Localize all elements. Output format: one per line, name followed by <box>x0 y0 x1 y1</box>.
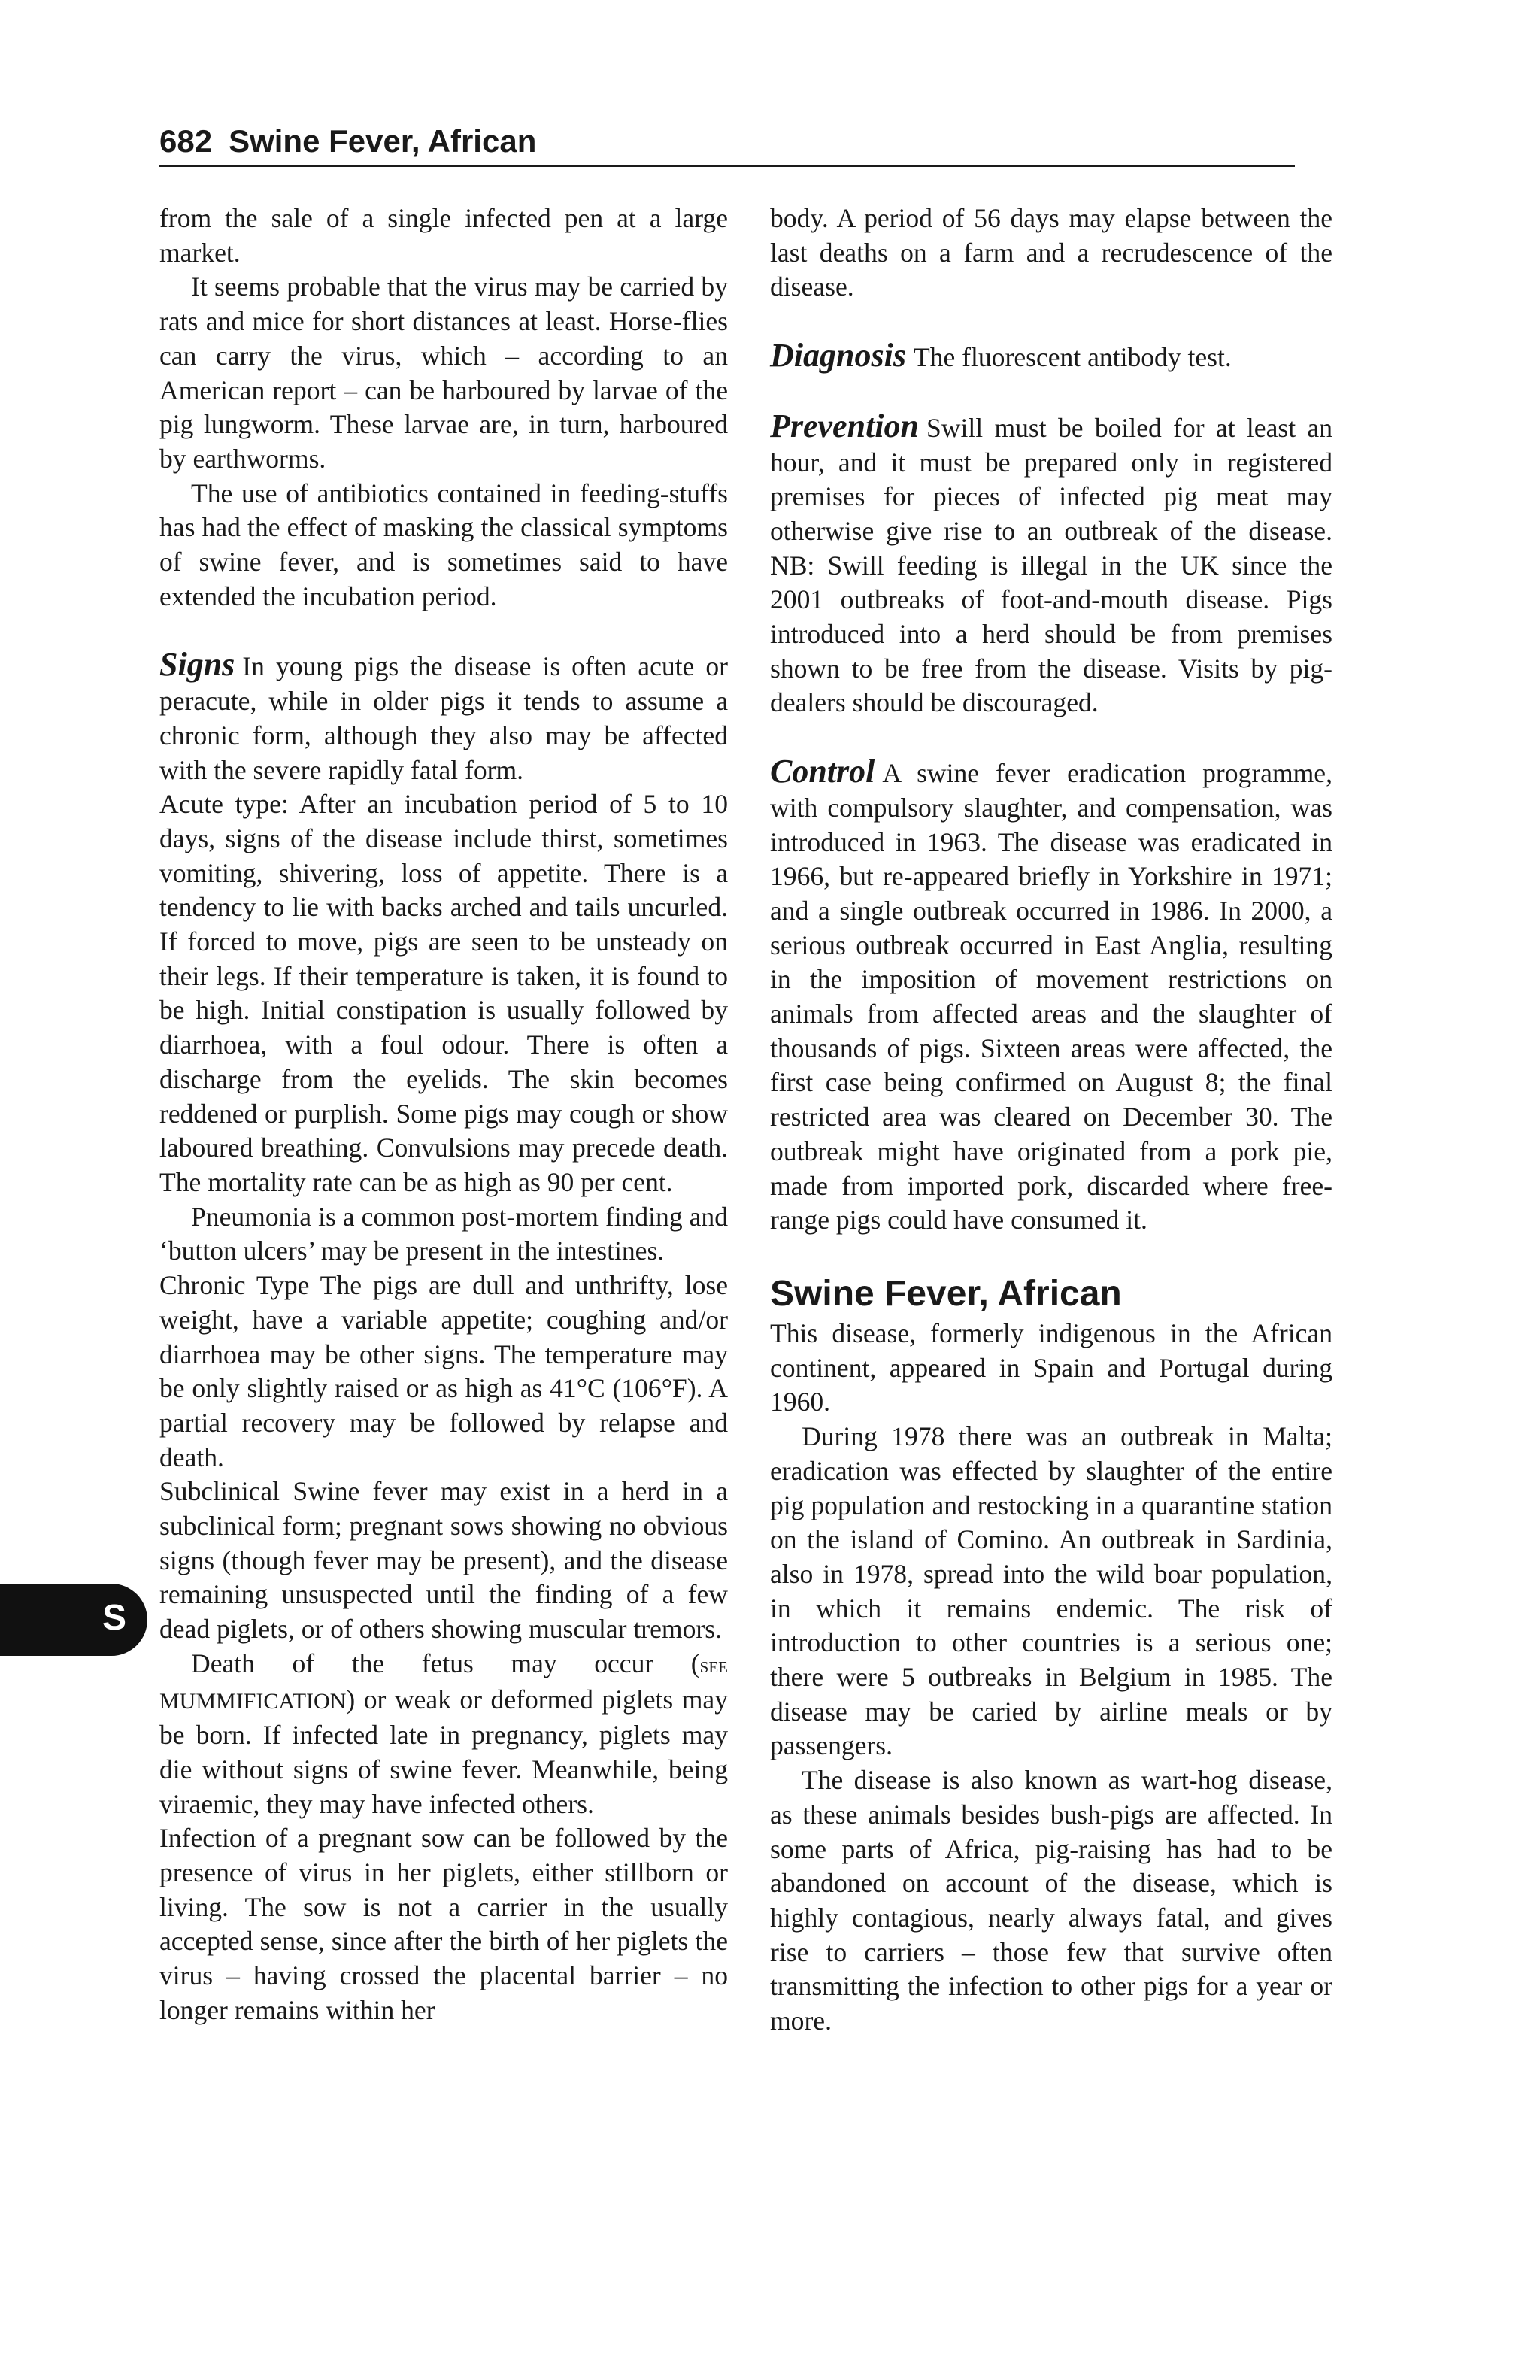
paragraph: Chronic Type The pigs are dull and unthrifty, lose weight, have a variable appetite; coughing and/or diarrhoea may be other signs. The temperature may be only slightly raised or as high as 41°C (106°F). A partial recovery may be followed by relapse and death. <box>159 1270 728 1472</box>
prevention-section <box>770 409 1332 720</box>
signs-section <box>159 647 728 787</box>
paragraph <box>159 1647 728 1822</box>
thumb-tab-letter: S <box>102 1598 126 1638</box>
prevention-text: Swill must be boiled for at least an hour, and it must be prepared only in registered premises for pieces of infected pig meat may otherwise give rise to an outbreak of the disease. NB: Swill feeding is illegal in the UK since the 2001 outbreaks of foot-and-mouth disease. Pigs introduced into a herd should be from premises shown to be free from the disease. Visits by pig-dealers should be discouraged. <box>770 412 1332 718</box>
signs-text: In young pigs the disease is often acute or peracute, while in older pigs it tends to assume a chronic form, although they also may be affected with the severe rapidly fatal form. <box>159 651 728 785</box>
running-title: Swine Fever, African <box>229 123 537 159</box>
right-column <box>770 202 1332 2039</box>
signs-heading: Signs <box>159 646 235 684</box>
running-header <box>159 122 1295 167</box>
text-run: ) or weak or deformed piglets may be born. If infected late in pregnancy, piglets may die without signs of swine fever. Meanwhile, being viraemic, they may have infected others. <box>159 1684 728 1819</box>
see-word: see <box>699 1652 728 1678</box>
text-run: Death of the fetus may occur ( <box>191 1648 700 1678</box>
diagnosis-heading: Diagnosis <box>770 337 906 374</box>
paragraph: from the sale of a single infected pen at a large market. <box>159 203 728 268</box>
prevention-heading: Prevention <box>770 407 919 444</box>
thumb-index-tab <box>0 1584 147 1656</box>
paragraph: The use of antibiotics contained in feeding-stuffs has had the effect of masking the classical symptoms of swine fever, and is sometimes said to have extended the incubation period. <box>159 478 728 611</box>
paragraph: During 1978 there was an outbreak in Malta; eradication was effected by slaughter of the entire pig population and restocking in a quarantine station on the island of Comino. An outbreak in Sardinia, also in 1978, spread into the wild boar population, in which it remains endemic. The risk of introduction to other countries is a serious one; there were 5 outbreaks in Belgium in 1985. The disease may be caried by airline meals or by passengers. <box>770 1421 1332 1761</box>
paragraph: Pneumonia is a common post-mortem finding and ‘button ulcers’ may be present in the intestines. <box>159 1201 728 1266</box>
paragraph: The disease is also known as wart-hog disease, as these animals besides bush-pigs are affected. In some parts of Africa, pig-raising has had to be abandoned on account of the disease, which is highly contagious, nearly always fatal, and gives rise to carriers – those few that survive often transmitting the infection to other pigs for a year or more. <box>770 1765 1332 2036</box>
paragraph: It seems probable that the virus may be carried by rats and mice for short distances at least. Horse-flies can carry the virus, which – according to an American report – can be harboured by larvae of the pig lungworm. These larvae are, in turn, harboured by earthworms. <box>159 271 728 474</box>
entry-title: Swine Fever, African <box>770 1273 1122 1314</box>
page-number: 682 <box>159 123 213 159</box>
diagnosis-text: The fluorescent antibody test. <box>913 342 1232 373</box>
diagnosis-section <box>770 338 1332 375</box>
left-column <box>159 202 728 2028</box>
paragraph: Infection of a pregnant sow can be followed by the presence of virus in her piglets, either stillborn or living. The sow is not a carrier in the usually accepted sense, since after the birth of her piglets the virus – having crossed the placental barrier – no longer remains within her <box>159 1823 728 2025</box>
cross-reference-mummification[interactable]: MUMMIFICATION <box>159 1688 347 1714</box>
paragraph: Acute type: After an incubation period of 5 to 10 days, signs of the disease include thirst, sometimes vomiting, shivering, loss of appetite. There is a tendency to lie with backs arched and tails uncurled. If forced to move, pigs are seen to be unsteady on their legs. If their temperature is taken, it is found to be high. Initial constipation is usually followed by diarrhoea, with a foul odour. There is often a discharge from the eyelids. The skin becomes reddened or purplish. Some pigs may cough or show laboured breathing. Convulsions may precede death. The mortality rate can be as high as 90 per cent. <box>159 789 728 1197</box>
paragraph: This disease, formerly indigenous in the African continent, appeared in Spain and Portugal during 1960. <box>770 1317 1332 1417</box>
control-heading: Control <box>770 753 875 790</box>
paragraph: body. A period of 56 days may elapse between the last deaths on a farm and a recrudescence of the disease. <box>770 203 1332 302</box>
control-section <box>770 754 1332 1238</box>
control-text: A swine fever eradication programme, with compulsory slaughter, and compensation, was introduced in 1963. The disease was eradicated in 1966, but re-appeared briefly in Yorkshire in 1971; and a single outbreak occurred in 1986. In 2000, a serious outbreak occurred in East Anglia, resulting in the imposition of movement restrictions on animals from affected areas and the slaughter of thousands of pigs. Sixteen areas were affected, the first case being confirmed on August 8; the final restricted area was cleared on December 30. The outbreak might have originated from a pork pie, made from imported pork, discarded where free-range pigs could have consumed it. <box>770 758 1332 1235</box>
paragraph: Subclinical Swine fever may exist in a herd in a subclinical form; pregnant sows showing no obvious signs (though fever may be present), and the disease remaining unsuspected until the finding of a few dead piglets, or of others showing muscular tremors. <box>159 1476 728 1645</box>
